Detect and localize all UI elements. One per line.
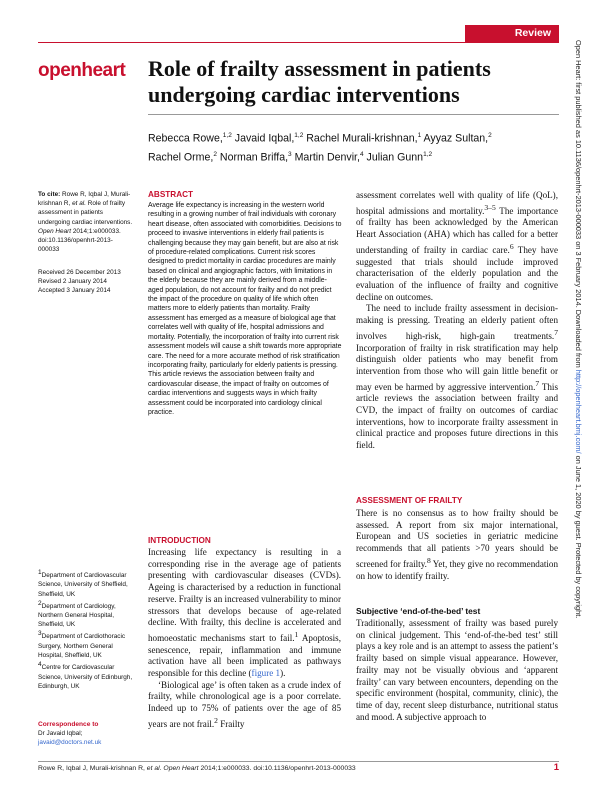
author-affil: 3	[288, 151, 292, 159]
cite-journal: Open Heart	[38, 227, 72, 235]
top-rule	[38, 42, 559, 43]
assessment-heading: ASSESSMENT OF FRAILTY	[356, 496, 463, 505]
introduction-text	[148, 547, 341, 731]
author-affil: 1,2	[294, 132, 304, 139]
cite-text: Rowe R, Iqbal J, Murali-krishnan R,	[38, 191, 131, 208]
introduction-heading: INTRODUCTION	[148, 536, 211, 545]
accepted-date: Accepted 3 January 2014	[38, 287, 111, 295]
author: Rebecca Rowe,	[148, 132, 223, 145]
citation-block	[38, 190, 134, 254]
revised-date: Revised 2 January 2014	[38, 278, 107, 286]
dates-block	[38, 268, 138, 296]
author-affil: 1,2	[222, 132, 232, 139]
affiliation: $^2$Department of Cardiology, Northern General Hospital, Sheffield, UK	[38, 599, 116, 629]
author: Rachel Murali-krishnan,	[303, 132, 418, 145]
footer-rule	[38, 761, 559, 762]
affiliation: $^1$Department of Cardiovascular Science, University of Sheffield, Sheffield, UK	[38, 569, 128, 598]
journal-link[interactable]: http://openheart.bmj.com/	[574, 369, 583, 454]
author: Martin Denvir,	[291, 151, 360, 164]
assessment-text	[356, 508, 558, 582]
correspondence-email[interactable]: javaid@doctors.net.uk	[38, 739, 102, 747]
author: Norman Briffa,	[216, 151, 289, 164]
author-affil: 2	[213, 151, 217, 159]
footer-citation: Rowe R, Iqbal J, Murali-krishnan R, et al. Open Heart 2014;1:e000033. doi:10.1136/openhrt-2013-000033	[38, 765, 356, 772]
paragraph: Increasing life expectancy is resulting in a corresponding rise in the average age of patients presenting with cardiovascular diseases (CVDs). Ageing is characterised by a reduction in functional reserve. Frailty is an increased vulnerability to minor stressors that develops because of age-related decline. With frailty, this decline is accelerated and homoeostatic mechanisms start to fail.$^1$ Apoptosis, senescence, repair, inflammation and immune activation have all been implicated as pathways responsible for this decline (figure 1).	[148, 547, 341, 679]
figure-link[interactable]: figure 1	[251, 668, 281, 679]
affiliation: $^3$Department of Cardiothoracic Surgery, Northern General Hospital, Sheffield, UK	[38, 630, 126, 659]
correspondence-label: Correspondence to	[38, 721, 99, 728]
author: Rachel Orme,	[148, 151, 214, 164]
paragraph: The need to include frailty assessment in decision-making is pressing. Treating an elderly patient often involves high-risk, high-gain treatments.$^7$ Incorporation of frailty in risk stratification may help distinguish older patients who may benefit from intervention from those who will gain little benefit or may even be harmed by aggressive intervention.$^7$ This article reviews the association between frailty and CVD, the impact of frailty on outcomes of cardiac interventions, how to incorporate frailty assessment in clinical practice and proposes future directions in this field.	[356, 303, 558, 451]
affiliations-block	[38, 568, 134, 691]
paragraph: There is no consensus as to how frailty should be assessed. A report from six major international, European and US societies in geriatric medicine recommends that all patients >70 years should be screened for frailty.$^8$ Yet, they give no recommendation on how to identify frailty.	[356, 508, 558, 581]
author: Javaid Iqbal,	[231, 132, 295, 145]
correspondence-block	[38, 720, 134, 748]
vertical-copyright-note: Open Heart: first published as 10.1136/openhrt-2013-000033 on 3 February 2014. Downloaded from http://openheart.bmj.com/ on June 1, 2020 by guest. Protected by copyright.	[574, 40, 583, 619]
author-affil: 2	[488, 132, 492, 139]
author-affil: 1,2	[423, 151, 433, 159]
paragraph: Traditionally, assessment of frailty was based purely on clinical judgement. This ‘end-of-the-bed test’ still plays a key role and is an attempt to assess the patient’s frailty based on simple visual appearance. However, frailty may not be visually obvious and ‘apparent frailty’ can vary between encounters, depending on the specific environment (hospital, community, clinic), the time of day, recent sleep disturbance, nutritional status and mood. A subjective approach to	[356, 618, 558, 722]
abstract-heading: ABSTRACT	[148, 190, 194, 199]
abstract-text: Average life expectancy is increasing in the western world resulting in a growing number of frail individuals with coronary heart disease, often associated with comorbidities. Decisions to proceed to invasive interventions in elderly frail patients is challenging because they may gain benefit, but are also at risk of procedure-related complications. Current risk scores designed to predict mortality in cardiac procedures are mainly based on clinical and angiographic factors, with limitations in the elderly because they are mainly derived from a middle-aged population, do not account for frailty and do not predict the impact of the procedure on quality of life which often matters more to elderly patients than mortality. Frailty assessment has emerged as a measure of biological age that correlates well with quality of life, hospital admissions and mortality. Potentially, the incorporation of frailty into current risk assessment models will cause a shift towards more appropriate care. The need for a more accurate method of risk stratification incorporating frailty, particularly for elderly patients is pressing. This article reviews the association between frailty and cardiovascular disease, the impact of frailty on outcomes of cardiac interventions and suggests ways in which frailty assessment could be incorporated into cardiology clinical practice.	[148, 202, 342, 416]
journal-logo: openheart	[38, 60, 126, 81]
cite-etal: et al.	[72, 200, 86, 208]
subsection-text	[356, 618, 558, 723]
cite-text: Role of frailty assessment in patients undergoing cardiac interventions.	[38, 200, 133, 226]
author: Ayyaz Sultan,	[421, 132, 489, 145]
subsection-heading: Subjective ‘end-of-the-bed’ test	[356, 606, 481, 616]
title-rule	[148, 114, 559, 115]
section-label: Review	[465, 25, 559, 42]
right-column-top	[356, 190, 558, 452]
author-list	[148, 128, 558, 166]
paragraph: ‘Biological age’ is often taken as a crude index of frailty, while chronological age is a poor correlate. Indeed up to 75% of patients over the age of 85 years are not frail.$^2$ Frailty	[148, 679, 341, 729]
author-affil: 1	[417, 132, 422, 139]
cite-label: To cite:	[38, 191, 61, 198]
article-title: Role of frailty assessment in patients undergoing cardiac interventions	[148, 56, 491, 107]
correspondence-name: Dr Javaid Iqbal;	[38, 730, 83, 738]
cite-text: 2014;1:e000033. doi:10.1136/openhrt-2013-000033	[38, 227, 121, 254]
received-date: Received 26 December 2013	[38, 269, 121, 276]
author-affil: 4	[359, 151, 364, 159]
author: Julian Gunn	[363, 151, 424, 164]
affiliation: $^4$Centre for Cardiovascular Science, University of Edinburgh, Edinburgh, UK	[38, 661, 133, 690]
page-number: 1	[553, 762, 559, 773]
paragraph: assessment correlates well with quality of life (QoL), hospital admissions and mortality.$^{3-5}$ The importance of frailty has been acknowledged by the American Heart Association (AHA) which has called for a better understanding of frailty in cardiac care.$^6$ They have suggested that trials should include improved characterisation of the elderly population and the evaluation of the influence of frailty and cognitive decline on outcomes.	[356, 190, 558, 302]
